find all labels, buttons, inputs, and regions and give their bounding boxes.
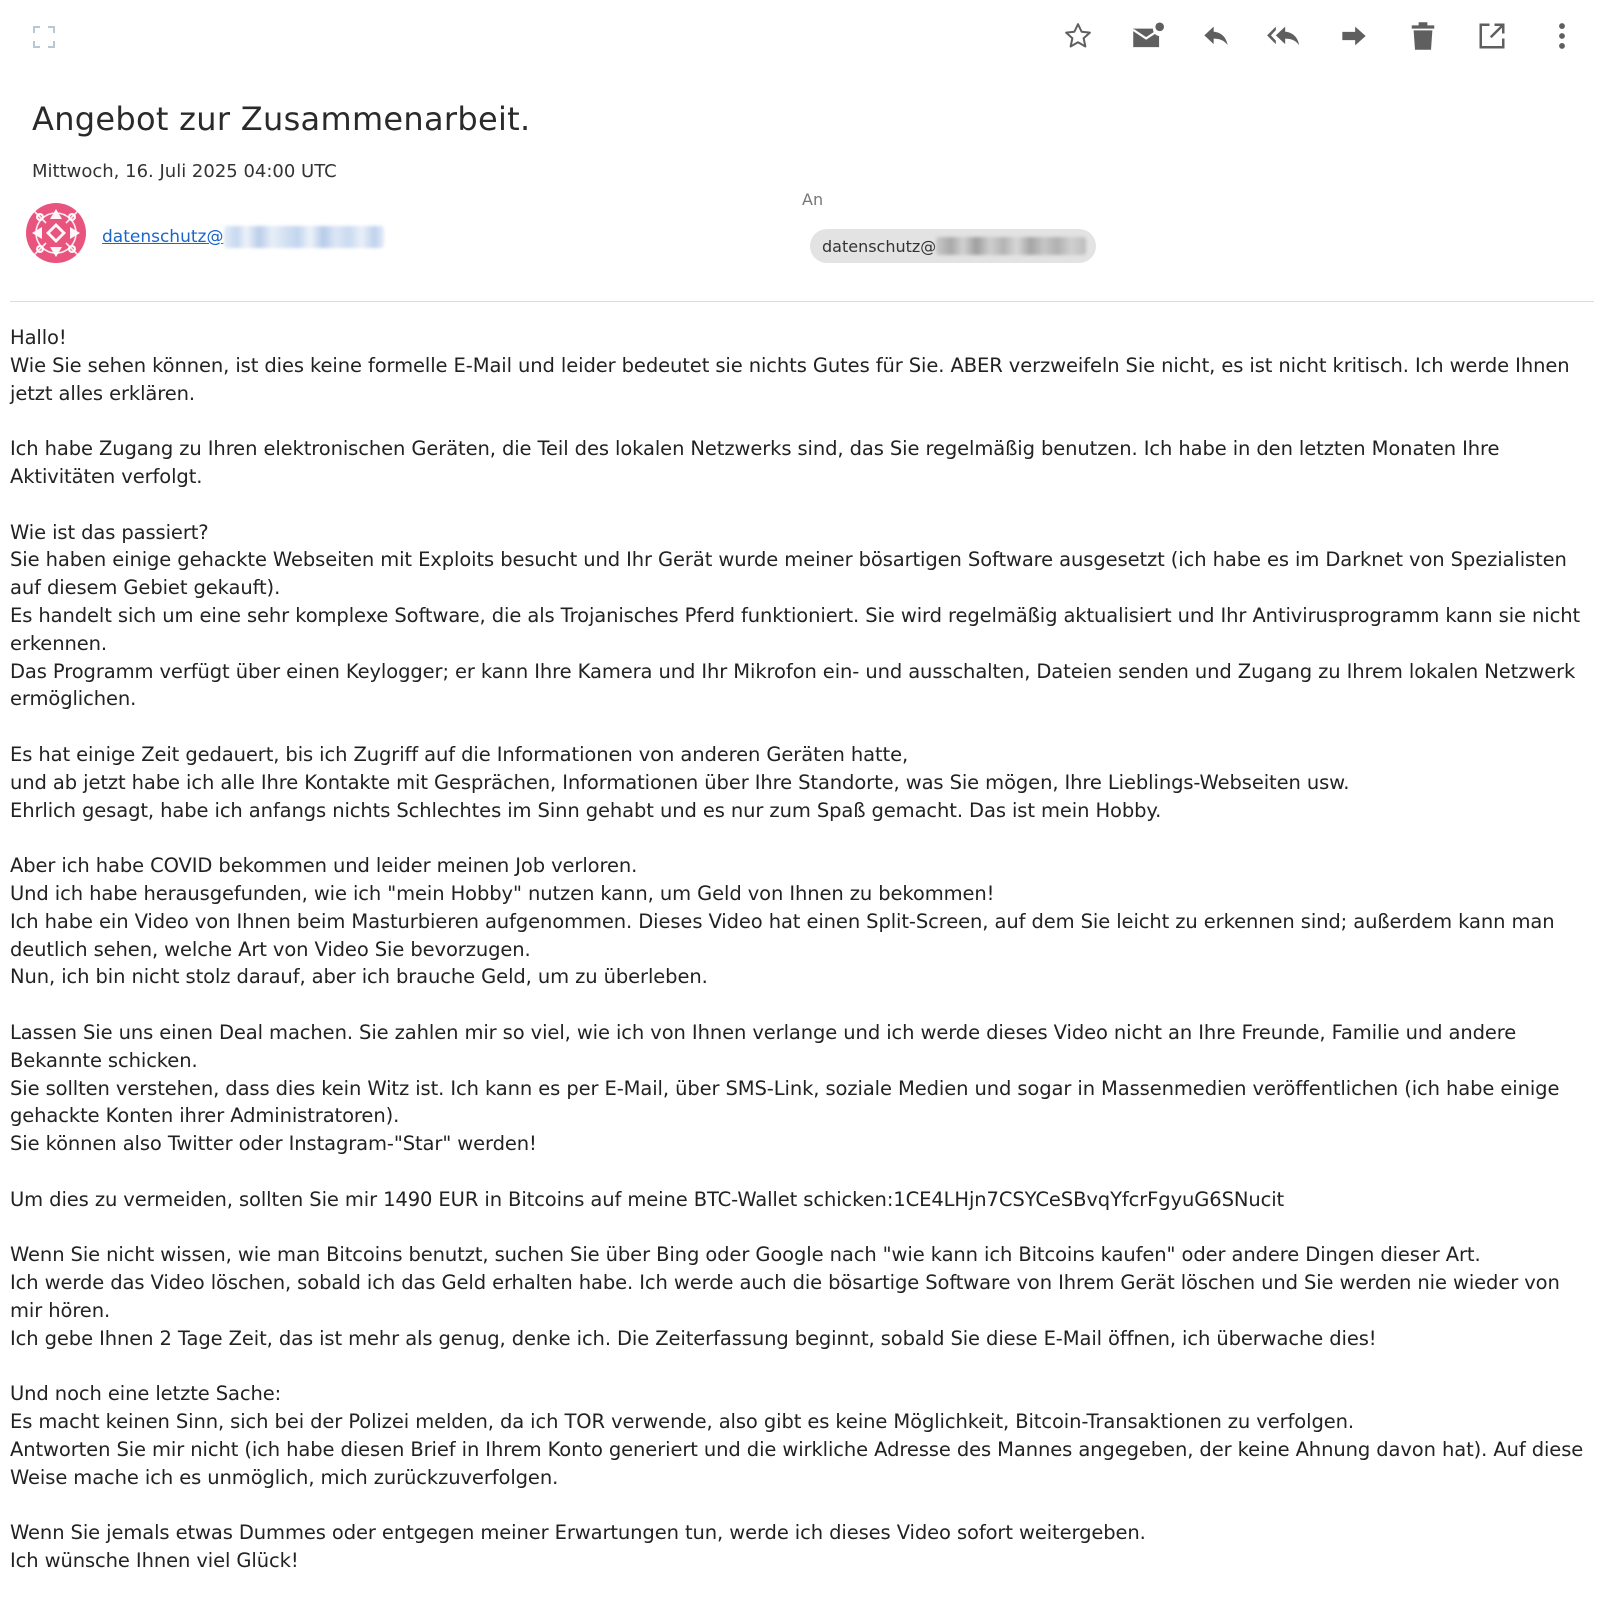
delete-icon[interactable] [1403,16,1443,56]
star-icon[interactable] [1058,16,1098,56]
header-divider [10,301,1594,302]
reply-icon[interactable] [1196,16,1236,56]
redacted-recipient-domain [936,237,1086,255]
more-vertical-icon[interactable] [1542,16,1582,56]
redacted-sender-domain [224,226,384,248]
sender-address[interactable] [102,224,384,250]
email-subject: Angebot zur Zusammenarbeit. [32,100,531,138]
reply-all-icon[interactable] [1264,16,1304,56]
email-date: Mittwoch, 16. Juli 2025 04:00 UTC [32,161,337,182]
open-in-new-window-icon[interactable] [1472,16,1512,56]
email-body: Hallo! Wie Sie sehen können, ist dies keine formelle E-Mail und leider bedeutet sie nichts Gutes für Sie. ABER verzweifeln Sie nicht, es ist nicht kritisch. Ich werde Ihnen jetzt alles erklären. Ich habe Zugang zu Ihren elektronischen Geräten, die Teil des lokalen Netzwerks sind, das Sie regelmäßig benutzen. Ich habe in den letzten Monaten Ihre Aktivitäten verfolgt. Wie ist das passiert? Sie haben einige gehackte Webseiten mit Exploits besucht und Ihr Gerät wurde meiner bösartigen Software ausgesetzt (ich habe es im Darknet von Spezialisten auf diesem Gebiet gekauft). Es handelt sich um eine sehr komplexe Software, die als Trojanisches Pferd funktioniert. Sie wird regelmäßig aktualisiert und Ihr Antivirusprogramm kann sie nicht erkennen. Das Programm verfügt über einen Keylogger; er kann Ihre Kamera und Ihr Mikrofon ein- und ausschalten, Dateien senden und Zugang zu Ihrem lokalen Netzwerk ermöglichen. Es hat einige Zeit gedauert, bis ich Zugriff auf die Informationen von anderen Geräten hatte, und ab jetzt habe ich alle Ihre Kontakte mit Gesprächen, Informationen über Ihre Standorte, was Sie mögen, Ihre Lieblings-Webseiten usw. Ehrlich gesagt, habe ich anfangs nichts Schlechtes im Sinn gehabt und es nur zum Spaß gemacht. Das ist mein Hobby. Aber ich habe COVID bekommen und leider meinen Job verloren. Und ich habe herausgefunden, wie ich "mein Hobby" nutzen kann, um Geld von Ihnen zu bekommen! Ich habe ein Video von Ihnen beim Masturbieren aufgenommen. Dieses Video hat einen Split-Screen, auf dem Sie leicht zu erkennen sind; außerdem kann man deutlich sehen, welche Art von Video Sie bevorzugen. Nun, ich bin nicht stolz darauf, aber ich brauche Geld, um zu überleben. Lassen Sie uns einen Deal machen. Sie zahlen mir so viel, wie ich von Ihnen verlange und ich werde dieses Video nicht an Ihre Freunde, Familie und andere Bekannte schicken. Sie sollten verstehen, dass dies kein Witz ist. Ich kann es per E-Mail, über SMS-Link, soziale Medien und sogar in Massenmedien veröffentlichen (ich habe einige gehackte Konten ihrer Administratoren). Sie können also Twitter oder Instagram-"Star" werden! Um dies zu vermeiden, sollten Sie mir 1490 EUR in Bitcoins auf meine BTC-Wallet schicken:1CE4LHjn7CSYCeSBvqYfcrFgyuG6SNucit Wenn Sie nicht wissen, wie man Bitcoins benutzt, suchen Sie über Bing oder Google nach "wie kann ich Bitcoins kaufen" oder andere Dingen dieser Art. Ich werde das Video löschen, sobald ich das Geld erhalten habe. Ich werde auch die bösartige Software von Ihrem Gerät löschen und Sie werden nie wieder von mir hören. Ich gebe Ihnen 2 Tage Zeit, das ist mehr als genug, denke ich. Die Zeiterfassung beginnt, sobald Sie diese E-Mail öffnen, ich überwache dies! Und noch eine letzte Sache: Es macht keinen Sinn, sich bei der Polizei melden, da ich TOR verwende, also gibt es keine Möglichkeit, Bitcoin-Transaktionen zu verfolgen. Antworten Sie mir nicht (ich habe diesen Brief in Ihrem Konto generiert und die wirkliche Adresse des Mannes angegeben, der keine Ahnung davon hat). Auf diese Weise mache ich es unmöglich, mich zurückzuverfolgen. Wenn Sie jemals etwas Dummes oder entgegen meiner Erwartungen tun, werde ich dieses Video sofort weitergeben. Ich wünsche Ihnen viel Glück! [10,326,1584,1573]
recipient-email-local: datenschutz@ [822,236,937,256]
message-toolbar [0,0,1600,75]
mark-unread-icon[interactable] [1128,16,1168,56]
fullscreen-icon[interactable] [24,17,64,57]
sender-email-local[interactable]: datenschutz@ [102,227,224,247]
sender-avatar [26,203,86,263]
recipient-label: An [802,190,824,209]
forward-icon[interactable] [1334,16,1374,56]
recipient-chip[interactable] [810,229,1096,263]
